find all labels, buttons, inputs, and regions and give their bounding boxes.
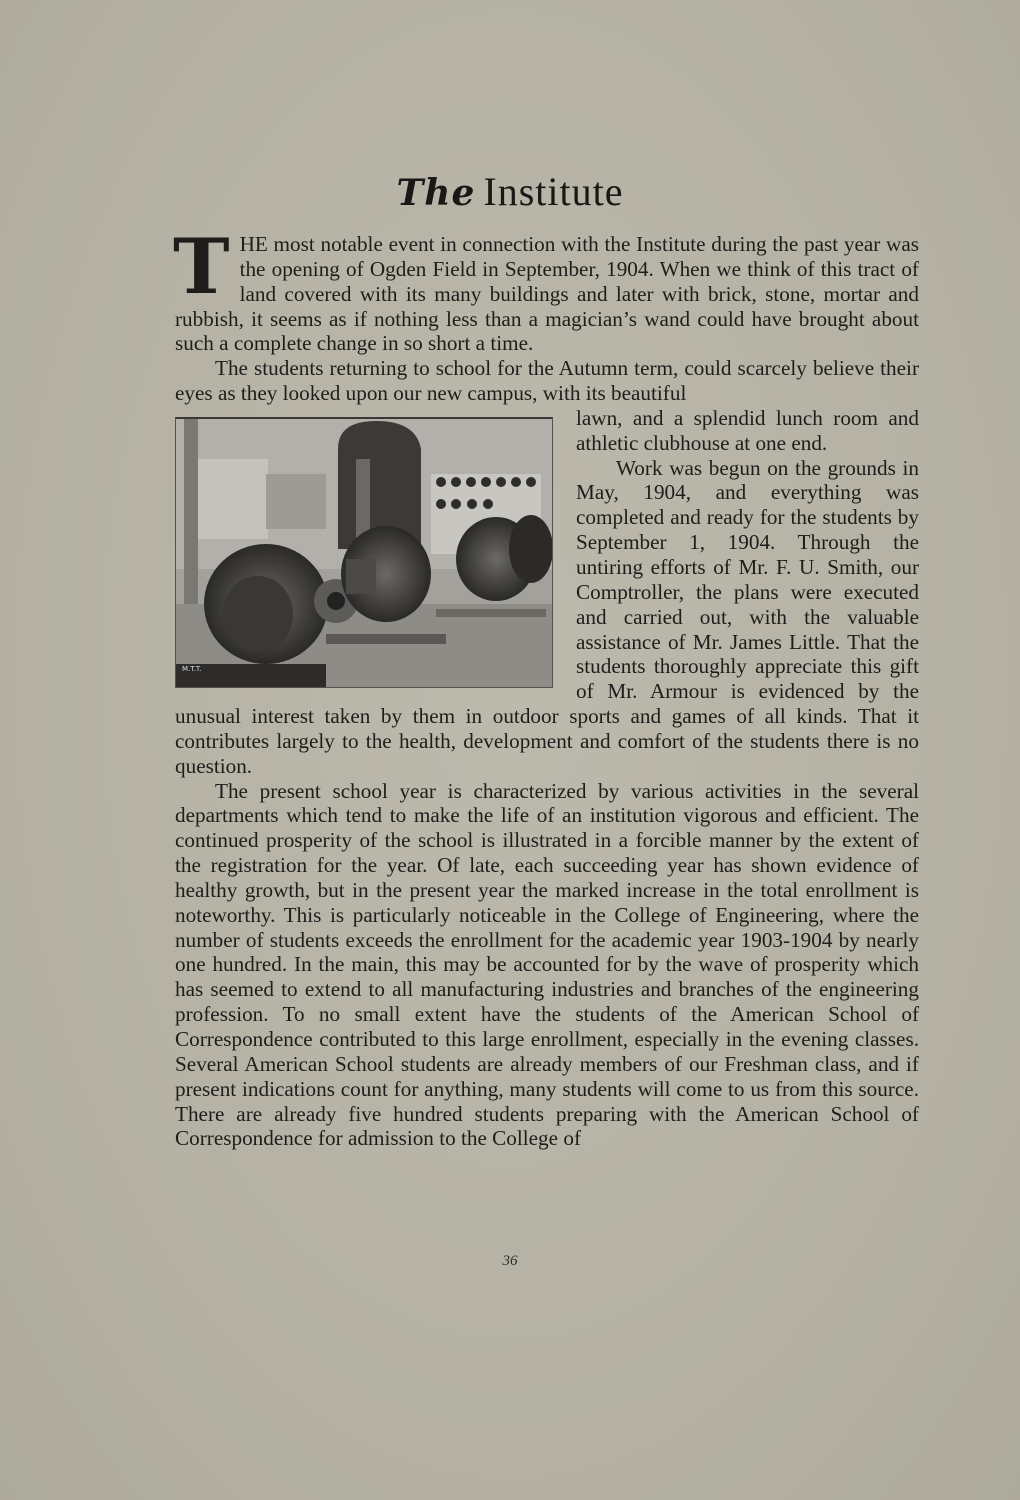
drop-cap: T: [173, 222, 230, 311]
paragraph-2-continued: lawn, and a splendid lunch room and athletic clubhouse at one end.: [576, 405, 919, 455]
page-title: [0, 168, 1020, 215]
paragraph-3: Work was begun on the grounds in May, 1904, and everything was completed and ready for the students by September 1, 1904. Through the untiring efforts of Mr. F. U. Smith, our Comptroller, the plans were executed and carried out, with the valuable assistance of Mr. James Little. That the students thoroughly appreciate this gift of Mr. Armour is evidenced by the unusual interest taken by them in outdoor sports and games of all kinds. That it contributes largely to the health, development and comfort of the students there is no question.: [175, 455, 919, 778]
paragraph-2: The students returning to school for the Autumn term, could scarcely believe their eyes as they looked upon our new campus, with its beautiful: [175, 356, 919, 406]
page-number: 36: [502, 1253, 518, 1269]
paragraph-4: The present school year is characterized by various activities in the several departments which tend to make the life of an institution vigorous and efficient. The continued prosperity of the school is illustrated in a forcible manner by the extent of the registration for the year. Of late, each succeeding year has shown evidence of healthy growth, but in the present year the marked increase in the total enrollment is noteworthy. This is particularly noticeable in the College of Engineering, where the number of students exceeds the enrollment for the academic year 1903-1904 by nearly one hundred. In the main, this may be accounted for by the wave of prosperity which has seemed to extend to all manufacturing industries and branches of the engineering profession. To no small extent have the students of the American School of Correspondence contributed to this large enrollment, especially in the evening classes. Several American School students are already members of our Freshman class, and if present indications count for anything, many students will come to us from this source. There are already five hundred students preparing with the American School of Correspondence for admission to the College of: [175, 778, 919, 1151]
article-body: [173, 222, 919, 1151]
paragraph-1: THE most notable event in connection with the Institute during the past year was the opening of Ogden Field in September, 1904. When we think of this tract of land covered with its many buildings and later with brick, stone, mortar and rubbish, it seems as if nothing less than a magician’s wand could have brought about such a complete change in so short a time.: [173, 222, 919, 356]
title-main: Institute: [483, 169, 624, 214]
machinery-illustration: [176, 419, 552, 687]
photo-figure: [175, 415, 554, 691]
machinery-photo: [175, 417, 553, 688]
photo-corner-mark: M.T.T.: [182, 665, 202, 674]
title-italic: The: [396, 172, 476, 214]
